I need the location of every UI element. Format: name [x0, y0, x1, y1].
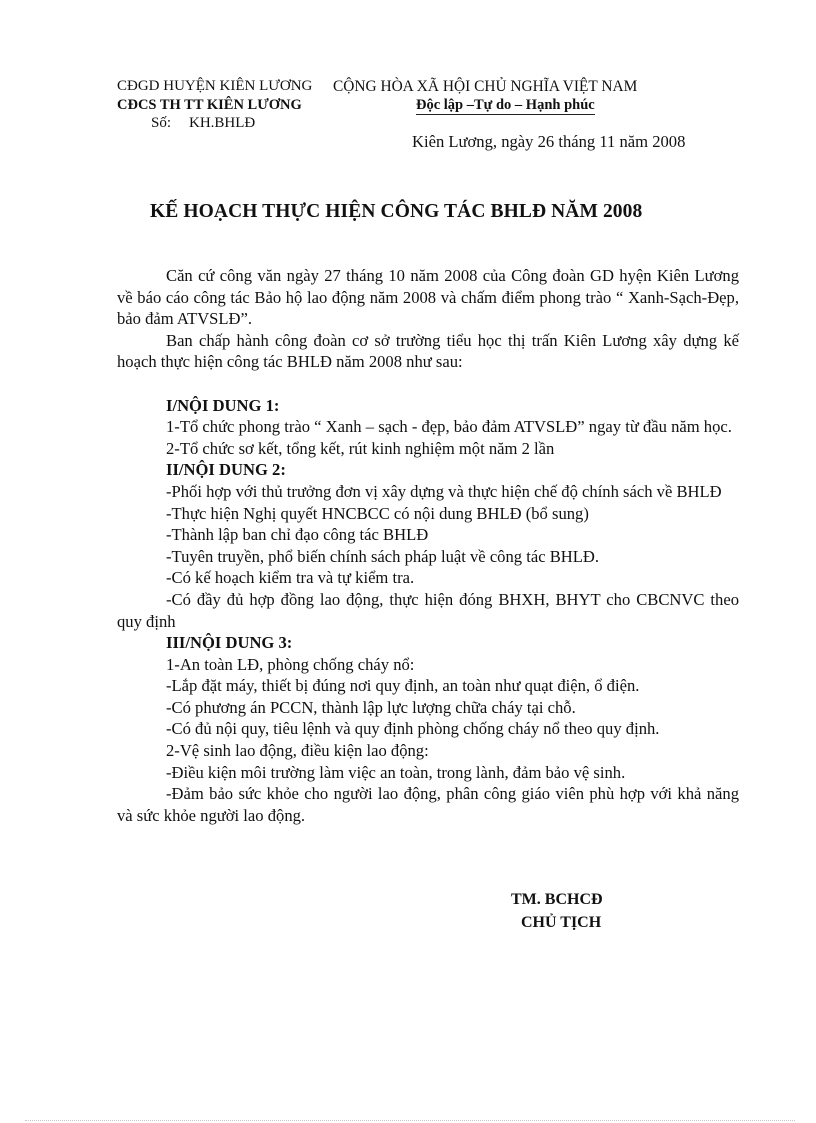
national-title: CỘNG HÒA XÃ HỘI CHỦ NGHĨA VIỆT NAM: [333, 78, 638, 95]
signature-title: TM. BCHCĐ: [511, 891, 603, 908]
section-3-item: 1-An toàn LĐ, phòng chống cháy nổ:: [166, 654, 415, 674]
section-3-item: 2-Vệ sinh lao động, điều kiện lao động:: [166, 741, 429, 761]
document-body: [117, 265, 739, 826]
section-3-heading: III/NỘI DUNG 3:: [166, 633, 293, 653]
section-3-item: -Có đủ nội quy, tiêu lệnh và quy định phòng chống cháy nổ theo quy định.: [166, 719, 660, 739]
section-3-item: -Đảm bảo sức khỏe cho người lao động, phân công giáo viên phù hợp với khả năng và sức khỏe người lao động.: [117, 784, 739, 825]
section-2-item: -Tuyên truyền, phổ biến chính sách pháp luật về công tác BHLĐ.: [166, 546, 600, 566]
section-3-item: -Có phương án PCCN, thành lập lực lượng chữa cháy tại chỗ.: [166, 697, 576, 717]
section-2-heading: II/NỘI DUNG 2:: [166, 460, 286, 480]
section-3-item: -Lắp đặt máy, thiết bị đúng nơi quy định, an toàn như quạt điện, ổ điện.: [166, 676, 640, 696]
section-3-item: -Điều kiện môi trường làm việc an toàn, trong lành, đảm bảo vệ sinh.: [166, 762, 626, 782]
document-title: KẾ HOẠCH THỰC HIỆN CÔNG TÁC BHLĐ NĂM 2008: [150, 201, 643, 222]
section-1-item: 1-Tổ chức phong trào “ Xanh – sạch - đẹp, bảo đảm ATVSLĐ” ngay từ đầu năm học.: [166, 417, 732, 437]
document-number: [151, 114, 255, 133]
org-name: CĐCS TH TT KIÊN LƯƠNG: [117, 97, 302, 113]
national-motto-text: Độc lập –Tự do – Hạnh phúc: [416, 97, 595, 113]
national-motto: [416, 96, 595, 115]
signature-role: CHỦ TỊCH: [521, 914, 602, 931]
section-2-item: -Có kế hoạch kiểm tra và tự kiểm tra.: [166, 568, 415, 588]
document-number-value: KH.BHLĐ: [189, 115, 256, 131]
place-date: Kiên Lương, ngày 26 tháng 11 năm 2008: [412, 132, 686, 151]
document-number-label: Số:: [151, 115, 172, 131]
section-2-item: -Thành lập ban chỉ đạo công tác BHLĐ: [166, 525, 429, 545]
section-1-item: 2-Tổ chức sơ kết, tổng kết, rút kinh nghiệm một năm 2 lần: [166, 438, 555, 458]
section-2-item: -Thực hiện Nghị quyết HNCBCC có nội dung BHLĐ (bổ sung): [166, 503, 589, 523]
section-2-item: -Có đầy đủ hợp đồng lao động, thực hiện đóng BHXH, BHYT cho CBCNVC theo quy định: [117, 589, 739, 631]
intro-paragraph-2: Ban chấp hành công đoàn cơ sở trường tiểu học thị trấn Kiên Lương xây dựng kế hoạch thực hiện công tác BHLĐ năm 2008 như sau:: [117, 330, 739, 372]
org-parent-name: CĐGD HUYỆN KIÊN LƯƠNG: [117, 78, 313, 94]
section-1-heading: I/NỘI DUNG 1:: [166, 395, 280, 415]
section-2-item: -Phối hợp với thủ trưởng đơn vị xây dựng và thực hiện chế độ chính sách về BHLĐ: [166, 481, 722, 501]
intro-paragraph-1: Căn cứ công văn ngày 27 tháng 10 năm 2008 của Công đoàn GD hyện Kiên Lương về báo cáo công tác Bảo hộ lao động năm 2008 và chấm điểm phong trào “ Xanh-Sạch-Đẹp, bảo đảm ATVSLĐ”.: [117, 266, 739, 329]
page-bottom-divider: [25, 1120, 795, 1122]
